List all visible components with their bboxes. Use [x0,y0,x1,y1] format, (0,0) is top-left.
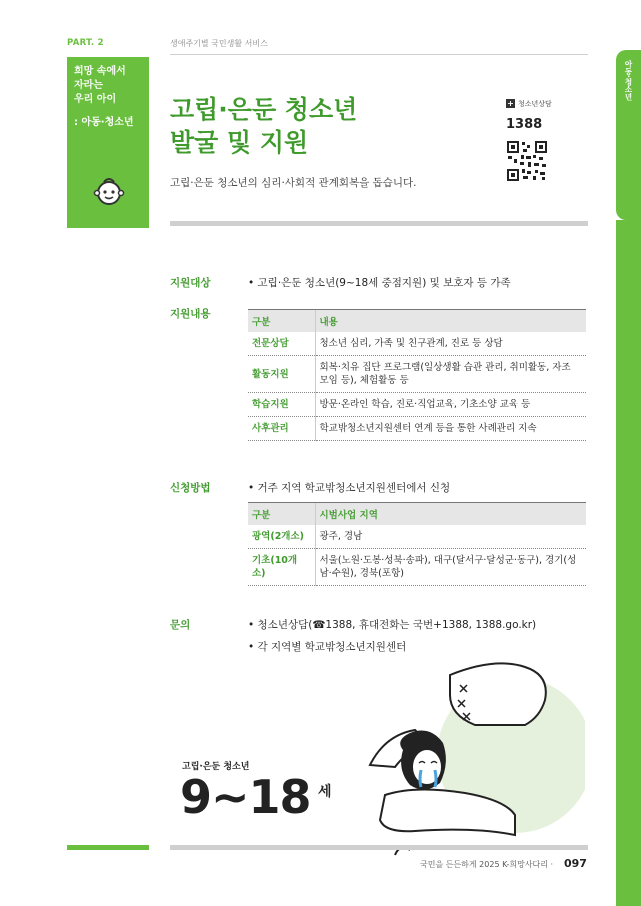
apply-table [248,502,586,586]
bottom-divider [170,845,588,850]
category-line-3: 우리 아이 [74,94,117,105]
qr-code-icon[interactable] [506,140,548,182]
header-divider [170,54,588,55]
title-divider [170,221,588,226]
support-table [248,309,586,441]
row-value: 방문·온라인 학습, 진로·직업교육, 기초소양 교육 등 [315,393,586,417]
support-label: 지원내용 [170,308,211,320]
table-header: 구분 [248,310,315,333]
row-key: 사후관리 [248,417,315,441]
distressed-youth-illustration [355,655,585,870]
row-key: 학습지원 [248,393,315,417]
table-row [248,525,586,549]
row-value: 광주, 경남 [315,525,586,549]
age-range: 9~18 [180,770,311,824]
category-box [67,57,149,228]
table-header: 구분 [248,503,315,526]
row-value: 회복·치유 집단 프로그램(일상생활 습관 관리, 취미활동, 자조 모임 등), 체험활동 등 [315,356,586,393]
title-line-2: 발굴 및 지원 [170,128,309,157]
category-line-2: 자라는 [74,80,103,91]
age-unit: 세 [318,784,332,800]
row-value: 서울(노원·도봉·성북·송파), 대구(달서구·달성군·동구), 경기(성남·수원), 경북(포항) [315,549,586,586]
title-line-1: 고립·은둔 청소년 [170,95,358,124]
side-tab[interactable] [616,50,641,220]
row-value: 학교밖청소년지원센터 연계 등을 통한 사례관리 지속 [315,417,586,441]
contact-box [506,93,552,132]
breadcrumb: 생애주기별 국민생활 서비스 [170,39,268,48]
bottom-accent-bar [67,845,149,850]
table-row [248,356,586,393]
row-key: 활동지원 [248,356,315,393]
row-key: 광역(2개소) [248,525,315,549]
age-label: 고립·은둔 청소년 [182,762,250,772]
inquiry-line-1: • 청소년상담(☎1388, 휴대전화는 국번+1388, 1388.go.kr) [248,619,537,631]
table-row [248,332,586,356]
part-label: PART. 2 [67,38,104,48]
target-label: 지원대상 [170,277,211,289]
contact-number: 1388 [506,117,543,132]
table-header-row [248,503,586,526]
inquiry-label: 문의 [170,619,191,631]
table-row [248,549,586,586]
apply-label: 신청방법 [170,482,211,494]
side-tab-label: 아동·청소년 [624,60,633,101]
side-strip [616,220,641,906]
target-text: • 고립·은둔 청소년(9~18세 중점지원) 및 보호자 등 가족 [248,277,511,289]
apply-text: • 거주 지역 학교밖청소년지원센터에서 신청 [248,482,451,494]
table-header-row [248,310,586,333]
table-header: 시범사업 지역 [315,503,586,526]
baby-face-icon [92,174,126,208]
table-row [248,417,586,441]
page-number: 097 [564,857,587,870]
page-subtitle: 고립·은둔 청소년의 심리·사회적 관계회복을 돕습니다. [170,177,417,189]
row-value: 청소년 심리, 가족 및 친구관계, 진로 등 상담 [315,332,586,356]
row-key: 전문상담 [248,332,315,356]
category-name: : 아동·청소년 [74,117,134,128]
footer-text: 국민을 든든하게 2025 K-희망사다리 · [420,860,554,869]
category-line-1: 희망 속에서 [74,66,126,77]
plus-icon: + [507,99,514,108]
page-title [170,93,357,159]
row-key: 기초(10개소) [248,549,315,586]
table-row [248,393,586,417]
table-header: 내용 [315,310,586,333]
inquiry-line-2: • 각 지역별 학교밖청소년지원센터 [248,641,407,653]
contact-label: 청소년상담 [518,99,552,108]
